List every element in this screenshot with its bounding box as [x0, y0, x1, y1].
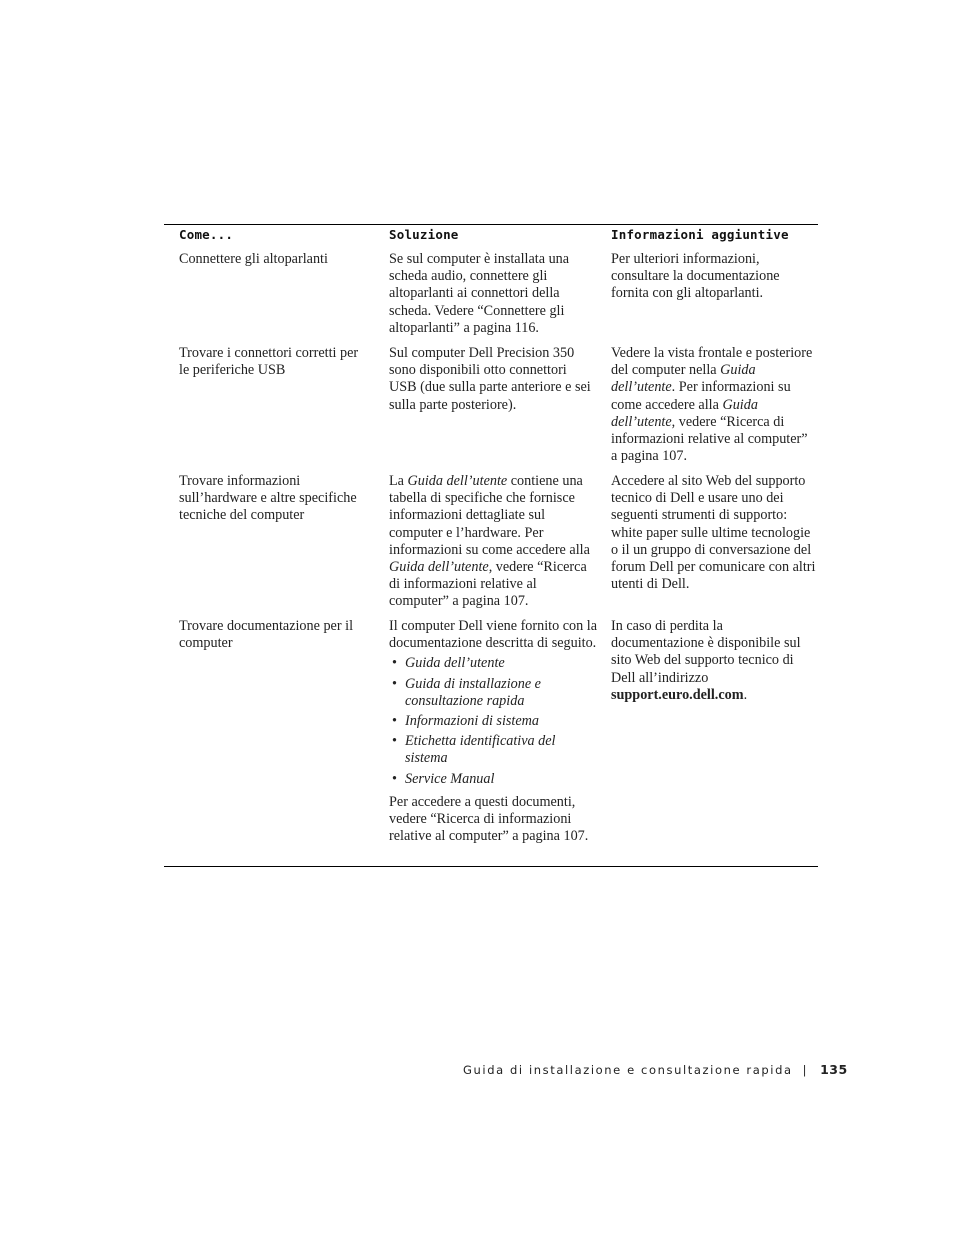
document-list — [389, 655, 597, 787]
cell-come: Trovare documentazione per il computer — [179, 618, 354, 652]
list-item: • Guida dell’utente — [392, 655, 505, 672]
solution-outro: Per accedere a questi documenti, vedere “Ricerca di informazioni relative al computer” a pagina 107. — [389, 793, 589, 845]
table-row — [164, 251, 818, 345]
cell-come: Connettere gli altoparlanti — [179, 251, 328, 267]
cell-soluzione: Se sul computer è installata una scheda audio, connettere gli altoparlanti ai connettori della scheda. Vedere “Connettere gli altoparlanti” a pagina 116. — [389, 251, 570, 336]
list-item: • Guida di installazione e consultazione rapida — [392, 675, 541, 709]
table-row — [164, 473, 818, 618]
page-footer — [463, 1062, 848, 1078]
footer-separator: | — [802, 1063, 809, 1077]
cell-soluzione: Sul computer Dell Precision 350 sono disponibili otto connettori USB (due sulla parte anteriore e sei sulla parte posteriore). — [389, 345, 591, 413]
list-item: • Etichetta identificativa del sistema — [392, 733, 556, 767]
list-item: • Service Manual — [392, 770, 495, 787]
table-row — [164, 345, 818, 473]
cell-info: Per ulteriori informazioni, consultare la documentazione fornita con gli altoparlanti. — [611, 251, 780, 302]
page-number: 135 — [820, 1062, 848, 1077]
cell-come: Trovare informazioni sull’hardware e altre specifiche tecniche del computer — [179, 473, 357, 524]
info-table — [164, 224, 818, 867]
cell-soluzione: La Guida dell’utente contiene una tabella di specifiche che fornisce informazioni dettagliate sul computer e l’hardware. Per informazioni su come accedere alla Guida dell’utente, vedere “Ricerca di informazioni relative al computer” a pagina 107. — [389, 473, 590, 610]
header-come: Come... — [179, 227, 234, 242]
header-soluzione: Soluzione — [389, 227, 459, 242]
table-row — [164, 618, 818, 866]
cell-info: In caso di perdita la documentazione è disponibile sul sito Web del supporto tecnico di Dell all’indirizzo support.euro.dell.com. — [611, 618, 801, 703]
cell-come: Trovare i connettori corretti per le periferiche USB — [179, 345, 359, 379]
cell-info: Accedere al sito Web del supporto tecnico di Dell e usare uno dei seguenti strumenti di supporto: white paper sulle ultime tecnologie o il un gruppo di conversazione del forum Dell per comunicare con altri utenti di Dell. — [611, 473, 816, 593]
support-url: support.euro.dell.com — [611, 686, 744, 703]
header-informazioni: Informazioni aggiuntive — [611, 227, 789, 242]
table-header — [164, 225, 818, 247]
cell-info: Vedere la vista frontale e posteriore del computer nella Guida dell’utente. Per informazioni su come accedere alla Guida dell’utente, vedere “Ricerca di informazioni relative al computer” a pagina 107. — [611, 345, 813, 465]
cell-soluzione — [389, 618, 597, 845]
footer-title: Guida di installazione e consultazione rapida — [463, 1063, 793, 1077]
solution-intro: Il computer Dell viene fornito con la documentazione descritta di seguito. — [389, 618, 598, 652]
list-item: • Informazioni di sistema — [392, 713, 539, 730]
